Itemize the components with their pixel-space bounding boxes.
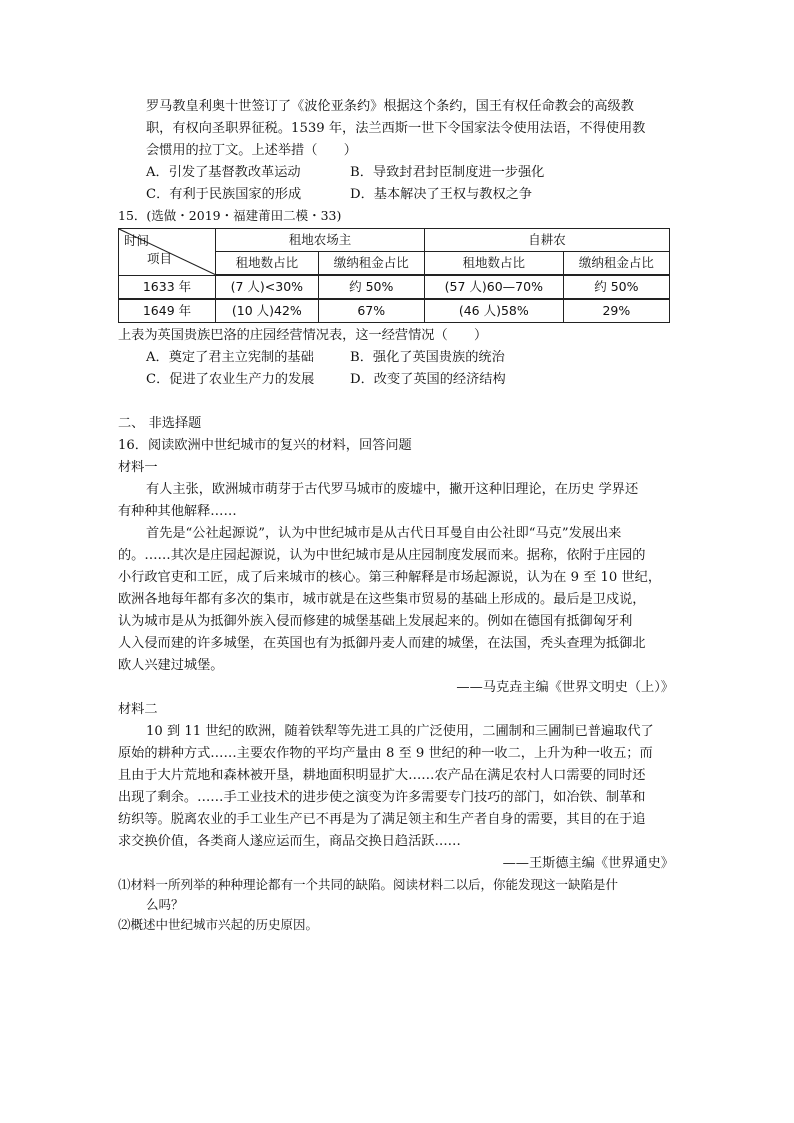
- table-cell: 约 50%: [318, 275, 424, 299]
- material-2-text: 10 到 11 世纪的欧洲，随着铁犁等先进工具的广泛使用，二圃制和三圃制已普遍取代了: [146, 724, 654, 739]
- sub-question-1: 么吗？: [146, 897, 184, 912]
- group-header-tenant-farmer: 租地农场主: [216, 229, 425, 252]
- corner-label-item: 项目: [147, 251, 173, 266]
- material-2-text: 纺织等。脱离农业的手工业生产已不再是为了满足领主和生产者自身的需要，其目的在于追: [118, 812, 646, 827]
- material-1-text: 小行政官吏和工匠，成了后来城市的核心。第三种解释是市场起源说，认为在 9 至 10 世纪，: [118, 570, 662, 585]
- material-2-text: 且由于大片荒地和森林被开垦，耕地面积明显扩大……农产品在满足农村人口需要的同时还: [118, 768, 646, 783]
- subheader-cell: 缴纳租金占比: [318, 252, 424, 276]
- table-cell: (57 人)60—70%: [424, 275, 563, 299]
- table-cell: 67%: [318, 299, 424, 323]
- year-cell: 1633 年: [119, 275, 216, 299]
- q15-stem: 上表为英国贵族巴洛的庄园经营情况表，这一经营情况（ ）: [118, 328, 488, 343]
- q14-option-d[interactable]: D．基本解决了王权与教权之争: [350, 187, 533, 202]
- sub-question-1: ⑴材料一所列举的种种理论都有一个共同的缺陷。阅读材料二以后，你能发现这一缺陷是什: [118, 877, 619, 892]
- q14-option-b[interactable]: B．导致封君封臣制度进一步强化: [350, 165, 545, 180]
- subheader-cell: 租地数占比: [424, 252, 563, 276]
- q14-options-row: [118, 184, 674, 206]
- material-1-text: 认为城市是从为抵御外族入侵而修建的城堡基础上发展起来的。例如在德国有抵御匈牙利: [118, 614, 633, 629]
- subheader-cell: 租地数占比: [216, 252, 319, 276]
- worksheet-page: [118, 96, 674, 935]
- q15-option-a[interactable]: A．奠定了君主立宪制的基础: [146, 350, 314, 365]
- q15-table: [118, 228, 670, 323]
- subheader-cell: 缴纳租金占比: [563, 252, 669, 276]
- material-1-label: 材料一: [118, 460, 158, 475]
- q15-option-d[interactable]: D．改变了英国的经济结构: [350, 372, 506, 387]
- q14-options-row: [118, 162, 674, 184]
- table-row: [119, 299, 670, 323]
- material-2-text: 求交换价值，各类商人遂应运而生，商品交换日趋活跃……: [118, 834, 461, 849]
- corner-label-time: 时间: [124, 233, 150, 248]
- q14-option-c[interactable]: C．有利于民族国家的形成: [146, 187, 302, 202]
- material-2-text: 原始的耕种方式……主要农作物的平均产量由 8 至 9 世纪的种一收二，上升为种一收五；而: [118, 746, 653, 761]
- material-1-text: 有种种其他解释……: [118, 504, 237, 519]
- q15-option-c[interactable]: C．促进了农业生产力的发展: [146, 372, 315, 387]
- q15-options-row: [118, 347, 674, 369]
- section-gap: [118, 391, 674, 413]
- year-cell: 1649 年: [119, 299, 216, 323]
- q16-header: 16．阅读欧洲中世纪城市的复兴的材料，回答问题: [118, 438, 412, 453]
- material-1-text: 首先是“公社起源说”，认为中世纪城市是从古代日耳曼自由公社即“马克”发展出来: [146, 526, 622, 541]
- q14-option-a[interactable]: A．引发了基督教改革运动: [146, 165, 301, 180]
- table-cell: (10 人)42%: [216, 299, 319, 323]
- table-cell: (7 人)<30%: [216, 275, 319, 299]
- material-1-text: 欧洲各地每年都有多次的集市，城市就是在这些集市贸易的基础上形成的。最后是卫戍说，: [118, 592, 646, 607]
- table-header-row: [119, 229, 670, 252]
- material-2-label: 材料二: [118, 702, 158, 717]
- material-1-source: ——马克垚主编《世界文明史（上）》: [456, 680, 674, 695]
- q15-header: 15．(选做・2019・福建莆田二模・33): [118, 208, 342, 223]
- q14-stem-line: 职，有权向圣职界征税。1539 年，法兰西斯一世下令国家法令使用法语，不得使用教: [146, 121, 646, 136]
- material-2-text: 出现了剩余。……手工业技术的进步使之演变为许多需要专门技巧的部门，如冶铁、制革和: [118, 790, 646, 805]
- group-header-yeoman: 自耕农: [424, 229, 669, 252]
- material-1-text: 的。……其次是庄园起源说，认为中世纪城市是从庄园制度发展而来。据称，依附于庄园的: [118, 548, 646, 563]
- material-1-text: 人入侵而建的许多城堡，在英国也有为抵御丹麦人而建的城堡，在法国，秃头查理为抵御北: [118, 636, 646, 651]
- section-title: 二、 非选择题: [118, 416, 202, 431]
- q14-stem-line: 会惯用的拉丁文。上述举措（ ）: [146, 143, 357, 158]
- q14-stem-line: 罗马教皇利奥十世签订了《波伦亚条约》根据这个条约，国王有权任命教会的高级教: [146, 99, 634, 114]
- material-2-source: ——王斯德主编《世界通史》: [502, 856, 674, 871]
- table-row: [119, 275, 670, 299]
- table-cell: (46 人)58%: [424, 299, 563, 323]
- sub-question-2: ⑵概述中世纪城市兴起的历史原因。: [118, 917, 319, 932]
- table-cell: 约 50%: [563, 275, 669, 299]
- material-1-text: 欧人兴建过城堡。: [118, 658, 224, 673]
- table-cell: 29%: [563, 299, 669, 323]
- q15-option-b[interactable]: B．强化了英国贵族的统治: [350, 350, 505, 365]
- table-corner-cell: [119, 229, 216, 276]
- q15-options-row: [118, 369, 674, 391]
- material-1-text: 有人主张，欧洲城市萌芽于古代罗马城市的废墟中，撇开这种旧理论，在历史 学界还: [146, 482, 639, 497]
